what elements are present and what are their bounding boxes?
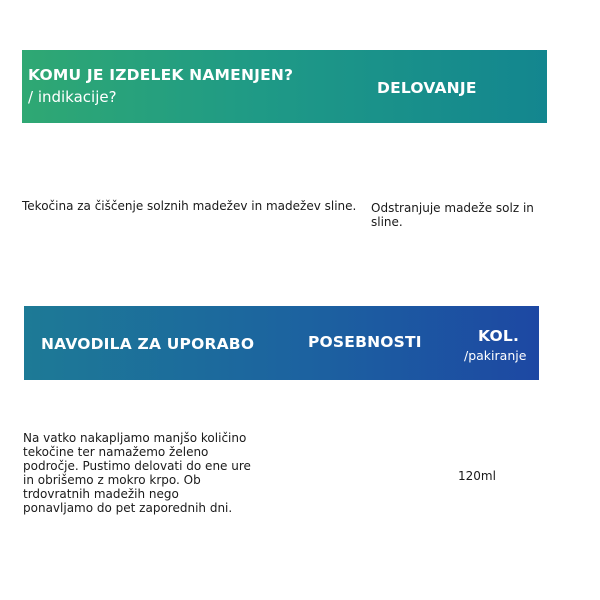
indications-column-subtitle: / indikacije?: [28, 88, 117, 106]
indications-header-band: [22, 50, 547, 123]
quantity-column-subtitle: /pakiranje: [464, 348, 527, 363]
indications-column-title: KOMU JE IZDELEK NAMENJEN?: [28, 66, 294, 84]
action-column-title: DELOVANJE: [377, 79, 477, 97]
indications-text: Tekočina za čiščenje solznih madežev in madežev sline.: [22, 199, 357, 213]
specialties-column-title: POSEBNOSTI: [308, 333, 422, 351]
instructions-column-title: NAVODILA ZA UPORABO: [41, 335, 255, 353]
quantity-text: 120ml: [458, 469, 496, 483]
action-text: Odstranjuje madeže solz in sline.: [371, 201, 534, 229]
usage-header-band: [24, 306, 539, 380]
quantity-column-title: KOL.: [478, 327, 520, 345]
instructions-text: Na vatko nakapljamo manjšo količino tekočine ter namažemo želeno področje. Pustimo delovati do ene ure in obrišemo z mokro krpo. Ob trdovratnih madežih nego ponavljamo do pet zaporednih dni.: [23, 431, 251, 515]
